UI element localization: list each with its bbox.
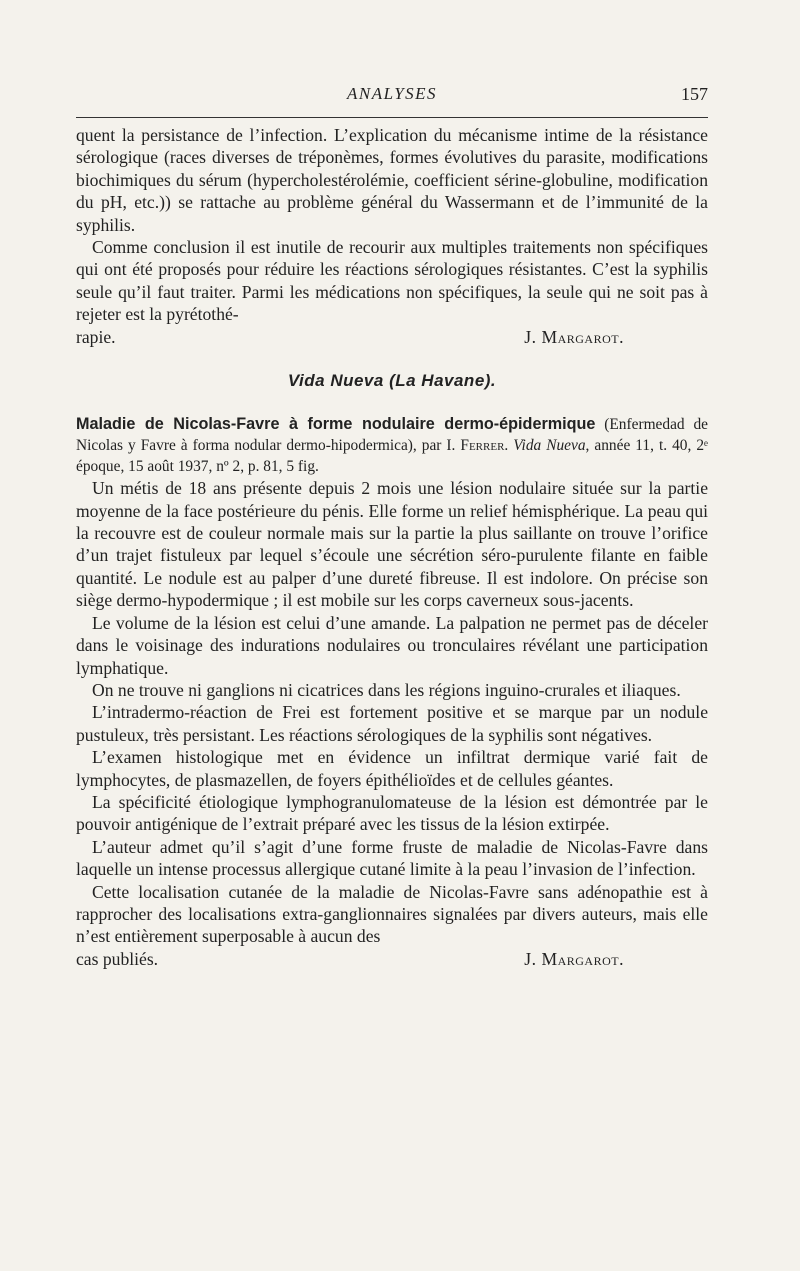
article-heading (76, 414, 708, 477)
article-paragraph: L’intradermo-réaction de Frei est fortement positive et se marque par un nodule pustuleux, très persistant. Les réactions sérologiques de la syphilis sont négatives. (76, 702, 708, 745)
page-number: 157 (681, 84, 708, 104)
article-paragraph: Le volume de la lésion est celui d’une amande. La palpation ne permet pas de déceler dans le voisinage des indurations nodulaires ou tronculaires révélant une participation lymphatique. (76, 612, 708, 678)
intro-paragraph-1: quent la persistance de l’infection. L’explication du mécanisme intime de la résistance sérologique (races diverses de tréponèmes, formes évolutives du parasite, modifications biochimiques du sérum (hypercholestérolémie, coefficient sérine-globuline, modification du pH, etc.)) se rattache au problème général du Wassermann et de l’immunité de la syphilis. (76, 125, 708, 235)
article-author: Ferrer (460, 437, 505, 455)
article-final-end: cas publiés. (76, 948, 159, 969)
article-signature-line (76, 948, 708, 970)
article-paragraph: L’auteur admet qu’il s’agit d’une forme fruste de maladie de Nicolas-Favre dans laquelle un intense processus allergique cutané limite à la peau l’invasion de l’infection. (76, 836, 708, 880)
header-rule (76, 117, 708, 118)
intro-signature-line (76, 326, 708, 348)
intro-paragraph-2-end: rapie. (76, 326, 116, 347)
section-title: Vida Nueva (La Havane). (287, 371, 497, 391)
article-paragraph: L’examen histologique met en évidence un infiltrat dermique varié fait de lymphocytes, de plasmazellen, de foyers épithélioïdes et de cellules géantes. (76, 747, 708, 790)
article-citation-3: , année 11, t. 40, 2ᵉ époque, 15 août 1937, nº 2, p. 81, 5 fig. (76, 437, 709, 475)
article-journal: Vida Nueva (513, 437, 586, 455)
intro-paragraph-2: Comme conclusion il est inutile de recourir aux multiples traitements non spécifiques qui ont été proposés pour réduire les réactions sérologiques résistantes. C’est la syphilis seule qu’il faut traiter. Parmi les médications non spécifiques, la seule qui ne soit pas à rejeter est la pyrétothé- (76, 237, 708, 325)
article-citation-1: (Enfermedad de Nicolas y Favre à forma nodular dermo-hipodermica), par I. (76, 416, 708, 455)
running-title: ANALYSES (346, 84, 438, 103)
article-signature: J. Margarot. (524, 948, 624, 969)
article-title: Maladie de Nicolas-Favre à forme nodulaire dermo-épidermique (76, 415, 596, 434)
page-header (76, 84, 708, 114)
article-paragraph: Un métis de 18 ans présente depuis 2 mois une lésion nodulaire située sur la partie moyenne de la face postérieure du pénis. Elle forme un relief hémisphérique. La peau qui la recouvre est de couleur normale mais sur la partie la plus saillante on trouve l’orifice d’un trajet fistuleux par lequel s’écoule une sécrétion séro-purulente filante en faible quantité. Le nodule est au palper d’une dureté fibreuse. Il est indolore. On précise son siège dermo-hypodermique ; il est mobile sur les corps caverneux sous-jacents. (76, 478, 708, 611)
intro-signature: J. Margarot. (524, 326, 624, 347)
article-paragraph: La spécificité étiologique lymphogranulomateuse de la lésion est démontrée par le pouvoir antigénique de l’extrait préparé avec les tissus de la lésion extirpée. (76, 791, 708, 835)
body-text (76, 124, 708, 970)
article-citation-2: . (504, 437, 514, 455)
article-final-paragraph: Cette localisation cutanée de la maladie de Nicolas-Favre sans adénopathie est à rapprocher des localisations extra-ganglionnaires signalées par divers auteurs, mais elle n’est entièrement superposable à aucun des (76, 881, 708, 947)
article-paragraph: On ne trouve ni ganglions ni cicatrices dans les régions inguino-crurales et iliaques. (92, 679, 681, 700)
